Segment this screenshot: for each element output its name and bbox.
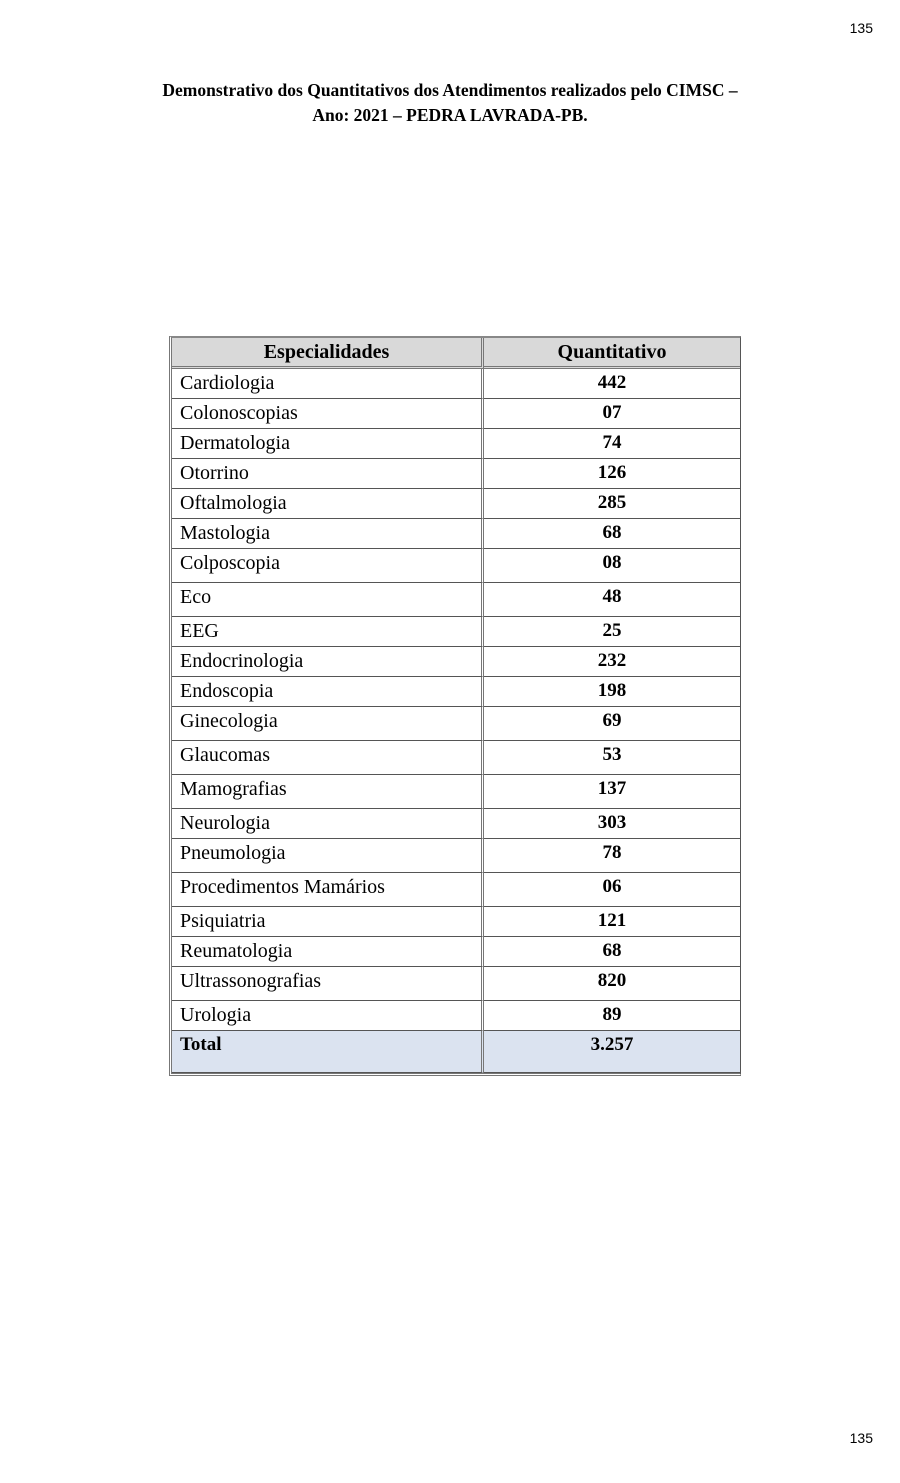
specialty-count: 48: [484, 583, 740, 617]
table-row: [172, 399, 740, 429]
table-row: [172, 873, 740, 907]
specialties-table: [169, 336, 741, 1076]
table-row: [172, 489, 740, 519]
specialty-name: Endoscopia: [172, 677, 484, 707]
table-row: [172, 967, 740, 1001]
table-row: [172, 617, 740, 647]
specialty-count: 06: [484, 873, 740, 907]
specialty-name: Colposcopia: [172, 549, 484, 583]
specialty-name: Reumatologia: [172, 937, 484, 967]
title-line-2: Ano: 2021 – PEDRA LAVRADA-PB.: [312, 105, 588, 125]
specialty-name: Psiquiatria: [172, 907, 484, 937]
specialty-count: 442: [484, 369, 740, 399]
table-row: [172, 937, 740, 967]
specialty-name: Glaucomas: [172, 741, 484, 775]
specialty-name: Mamografias: [172, 775, 484, 809]
specialty-name: Procedimentos Mamários: [172, 873, 484, 907]
specialty-name: Endocrinologia: [172, 647, 484, 677]
specialty-count: 137: [484, 775, 740, 809]
table-row: [172, 1001, 740, 1031]
table-header-row: [172, 338, 740, 369]
specialty-name: Ginecologia: [172, 707, 484, 741]
table-row: [172, 677, 740, 707]
specialty-name: Oftalmologia: [172, 489, 484, 519]
specialty-count: 303: [484, 809, 740, 839]
specialty-count: 121: [484, 907, 740, 937]
page-number-bottom: 135: [849, 1430, 873, 1446]
table-row: [172, 583, 740, 617]
specialty-name: Mastologia: [172, 519, 484, 549]
specialty-count: 25: [484, 617, 740, 647]
specialty-count: 89: [484, 1001, 740, 1031]
table-row: [172, 809, 740, 839]
title-line-1: Demonstrativo dos Quantitativos dos Atendimentos realizados pelo CIMSC –: [162, 80, 738, 100]
header-especialidades: Especialidades: [172, 338, 484, 369]
specialty-name: Colonoscopias: [172, 399, 484, 429]
specialty-name: Eco: [172, 583, 484, 617]
document-title: [60, 78, 840, 128]
specialty-count: 69: [484, 707, 740, 741]
table-row: [172, 519, 740, 549]
table-row: [172, 459, 740, 489]
total-value: 3.257: [484, 1031, 740, 1073]
total-row: [172, 1031, 740, 1073]
specialty-count: 78: [484, 839, 740, 873]
total-label: Total: [172, 1031, 484, 1073]
header-quantitativo: Quantitativo: [484, 338, 740, 369]
specialty-name: Cardiologia: [172, 369, 484, 399]
specialty-name: Ultrassonografias: [172, 967, 484, 1001]
specialty-count: 285: [484, 489, 740, 519]
table-row: [172, 907, 740, 937]
table-row: [172, 741, 740, 775]
table-row: [172, 549, 740, 583]
specialty-count: 232: [484, 647, 740, 677]
table-row: [172, 839, 740, 873]
specialty-name: Dermatologia: [172, 429, 484, 459]
specialty-name: EEG: [172, 617, 484, 647]
table-row: [172, 647, 740, 677]
specialty-count: 820: [484, 967, 740, 1001]
specialty-count: 198: [484, 677, 740, 707]
table-row: [172, 429, 740, 459]
page-number-top: 135: [849, 20, 873, 36]
specialty-count: 08: [484, 549, 740, 583]
table-row: [172, 775, 740, 809]
table-row: [172, 369, 740, 399]
specialty-count: 07: [484, 399, 740, 429]
specialty-name: Otorrino: [172, 459, 484, 489]
table-row: [172, 707, 740, 741]
specialty-count: 68: [484, 937, 740, 967]
specialty-count: 74: [484, 429, 740, 459]
specialty-name: Pneumologia: [172, 839, 484, 873]
specialty-name: Neurologia: [172, 809, 484, 839]
specialty-count: 53: [484, 741, 740, 775]
specialty-name: Urologia: [172, 1001, 484, 1031]
specialty-count: 126: [484, 459, 740, 489]
specialty-count: 68: [484, 519, 740, 549]
